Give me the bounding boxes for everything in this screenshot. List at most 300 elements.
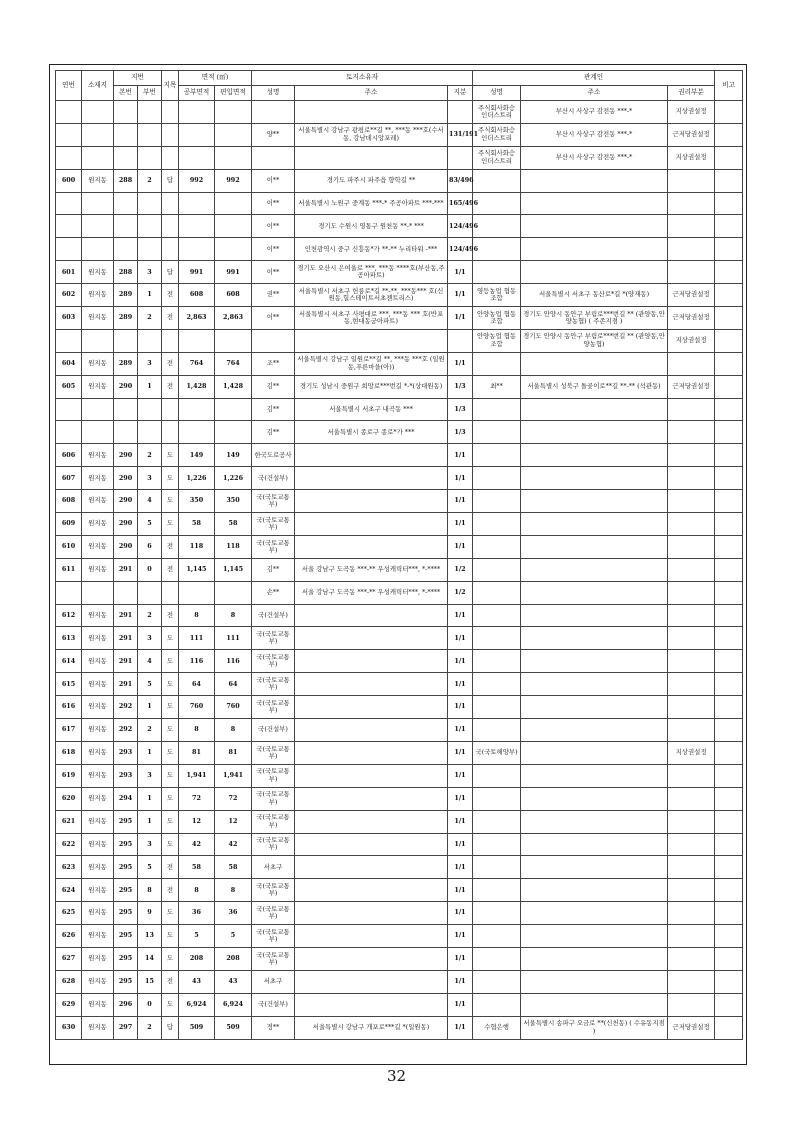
table-row	[56, 329, 743, 352]
table-row	[56, 101, 743, 124]
cell-lot-sub	[138, 329, 162, 352]
cell-owner-name: 국(국토교통부)	[252, 833, 295, 856]
cell-location	[82, 238, 114, 261]
cell-rel-address	[521, 764, 668, 787]
cell-land-type	[162, 398, 179, 421]
cell-rel-address	[521, 856, 668, 879]
cell-lot-main	[114, 123, 138, 146]
cell-land-type	[162, 101, 179, 124]
cell-share: 165/496	[448, 192, 473, 215]
cell-lot-main	[114, 329, 138, 352]
cell-owner-address	[295, 146, 448, 169]
cell-seq	[56, 238, 82, 261]
cell-rel-rights	[668, 581, 715, 604]
cell-remarks	[715, 513, 743, 536]
cell-lot-main: 290	[114, 535, 138, 558]
cell-owner-name: 김**	[252, 398, 295, 421]
cell-lot-sub: 3	[138, 764, 162, 787]
cell-rel-rights: 근저당권설정	[668, 1016, 715, 1039]
cell-lot-sub: 4	[138, 650, 162, 673]
cell-owner-name: 국(국토교통부)	[252, 741, 295, 764]
cell-rel-name	[473, 513, 521, 536]
cell-seq: 614	[56, 650, 82, 673]
cell-lot-sub: 1	[138, 696, 162, 719]
cell-remarks	[715, 696, 743, 719]
cell-location: 원지동	[82, 833, 114, 856]
cell-land-type: 도	[162, 467, 179, 490]
cell-location: 원지동	[82, 284, 114, 307]
cell-area-included: 111	[215, 627, 252, 650]
cell-remarks	[715, 490, 743, 513]
cell-rel-address	[521, 833, 668, 856]
cell-seq: 603	[56, 307, 82, 330]
table-row	[56, 558, 743, 581]
cell-remarks	[715, 352, 743, 375]
cell-rel-rights	[668, 604, 715, 627]
cell-rel-name	[473, 650, 521, 673]
header-share: 지분	[448, 86, 473, 101]
cell-area-included: 5	[215, 925, 252, 948]
cell-lot-sub	[138, 101, 162, 124]
cell-rel-address	[521, 970, 668, 993]
cell-lot-sub: 2	[138, 1016, 162, 1039]
cell-rel-rights: 지상권설정	[668, 741, 715, 764]
table-row	[56, 513, 743, 536]
table-row	[56, 123, 743, 146]
cell-share: 124/496	[448, 238, 473, 261]
cell-location: 원지동	[82, 947, 114, 970]
cell-lot-main: 295	[114, 810, 138, 833]
cell-lot-main: 296	[114, 993, 138, 1016]
cell-lot-sub: 1	[138, 284, 162, 307]
cell-lot-main: 293	[114, 741, 138, 764]
cell-lot-main	[114, 215, 138, 238]
cell-area-official: 991	[179, 261, 215, 284]
cell-seq	[56, 146, 82, 169]
cell-rel-address	[521, 627, 668, 650]
cell-lot-main: 289	[114, 352, 138, 375]
cell-area-included	[215, 101, 252, 124]
cell-share: 1/3	[448, 375, 473, 398]
cell-owner-address: 경기도 오산시 은여울로 ***, ***동 ****호(부산동,주공아파트)	[295, 261, 448, 284]
cell-owner-address	[295, 741, 448, 764]
cell-owner-name: 한국도로공사	[252, 444, 295, 467]
cell-rel-name	[473, 467, 521, 490]
cell-area-included: 58	[215, 513, 252, 536]
cell-rel-rights	[668, 787, 715, 810]
cell-owner-address	[295, 513, 448, 536]
header-area-official: 공부면적	[179, 86, 215, 101]
cell-lot-main	[114, 192, 138, 215]
cell-lot-main	[114, 421, 138, 444]
cell-rel-address	[521, 215, 668, 238]
cell-owner-address	[295, 879, 448, 902]
cell-remarks	[715, 719, 743, 742]
cell-rel-rights	[668, 467, 715, 490]
cell-rel-name	[473, 787, 521, 810]
cell-remarks	[715, 123, 743, 146]
cell-area-included	[215, 123, 252, 146]
cell-location: 원지동	[82, 261, 114, 284]
cell-seq: 610	[56, 535, 82, 558]
cell-location: 원지동	[82, 604, 114, 627]
cell-remarks	[715, 375, 743, 398]
cell-land-type: 도	[162, 490, 179, 513]
cell-area-included: 208	[215, 947, 252, 970]
cell-location: 원지동	[82, 696, 114, 719]
cell-lot-sub	[138, 581, 162, 604]
cell-seq	[56, 329, 82, 352]
cell-seq: 616	[56, 696, 82, 719]
page-number: 32	[386, 1067, 407, 1085]
cell-share: 1/1	[448, 650, 473, 673]
cell-owner-address: 서울특별시 서초구 사평대로 ***, ***동 *** 호(반포동,현대동궁아파트)	[295, 307, 448, 330]
table-row	[56, 627, 743, 650]
cell-share: 1/2	[448, 581, 473, 604]
cell-location: 원지동	[82, 169, 114, 192]
cell-remarks	[715, 467, 743, 490]
cell-rel-name	[473, 192, 521, 215]
cell-remarks	[715, 307, 743, 330]
cell-lot-main	[114, 581, 138, 604]
cell-area-included: 116	[215, 650, 252, 673]
cell-owner-address	[295, 970, 448, 993]
cell-lot-sub: 9	[138, 902, 162, 925]
cell-rel-address: 부산시 사상구 감전동 ***-*	[521, 123, 668, 146]
cell-owner-name: 김**	[252, 558, 295, 581]
cell-area-official: 1,428	[179, 375, 215, 398]
cell-lot-main: 293	[114, 764, 138, 787]
cell-rel-name	[473, 238, 521, 261]
cell-area-included: 8	[215, 604, 252, 627]
cell-seq: 619	[56, 764, 82, 787]
cell-lot-sub: 4	[138, 490, 162, 513]
cell-rel-rights: 지상권설정	[668, 146, 715, 169]
cell-remarks	[715, 398, 743, 421]
cell-seq	[56, 398, 82, 421]
table-row	[56, 352, 743, 375]
cell-land-type: 전	[162, 352, 179, 375]
cell-seq: 625	[56, 902, 82, 925]
cell-owner-name: 국(국토교통부)	[252, 490, 295, 513]
cell-remarks	[715, 192, 743, 215]
cell-rel-rights	[668, 261, 715, 284]
table-row	[56, 1016, 743, 1039]
cell-lot-sub	[138, 215, 162, 238]
cell-owner-name: 국(건설부)	[252, 467, 295, 490]
cell-location: 원지동	[82, 627, 114, 650]
cell-location: 원지동	[82, 650, 114, 673]
cell-owner-name	[252, 146, 295, 169]
cell-area-included	[215, 192, 252, 215]
cell-share: 1/1	[448, 444, 473, 467]
cell-share: 1/1	[448, 627, 473, 650]
cell-rel-name	[473, 627, 521, 650]
cell-remarks	[715, 238, 743, 261]
cell-area-included	[215, 329, 252, 352]
cell-rel-address: 경기도 안양시 동안구 부림로***번길 ** (관양동,안양농협)	[521, 329, 668, 352]
table-row	[56, 719, 743, 742]
cell-area-official: 1,145	[179, 558, 215, 581]
cell-area-official: 1,941	[179, 764, 215, 787]
cell-area-official: 1,226	[179, 467, 215, 490]
cell-rel-rights	[668, 925, 715, 948]
cell-lot-main: 291	[114, 650, 138, 673]
cell-remarks	[715, 535, 743, 558]
cell-area-official	[179, 398, 215, 421]
cell-lot-main: 288	[114, 169, 138, 192]
cell-rel-rights	[668, 719, 715, 742]
cell-area-included: 509	[215, 1016, 252, 1039]
cell-area-official	[179, 146, 215, 169]
cell-location: 원지동	[82, 856, 114, 879]
cell-location	[82, 146, 114, 169]
cell-lot-sub: 3	[138, 352, 162, 375]
cell-rel-name	[473, 970, 521, 993]
cell-seq: 601	[56, 261, 82, 284]
cell-rel-address	[521, 741, 668, 764]
cell-lot-sub: 13	[138, 925, 162, 948]
table-row	[56, 970, 743, 993]
cell-area-official: 58	[179, 856, 215, 879]
cell-area-official	[179, 123, 215, 146]
cell-land-type: 답	[162, 169, 179, 192]
cell-lot-sub	[138, 146, 162, 169]
cell-lot-main: 291	[114, 558, 138, 581]
table-row	[56, 490, 743, 513]
cell-lot-main: 290	[114, 513, 138, 536]
cell-share: 1/1	[448, 741, 473, 764]
header-seq: 연번	[56, 71, 82, 101]
cell-seq: 624	[56, 879, 82, 902]
cell-area-included: 1,226	[215, 467, 252, 490]
cell-owner-address	[295, 947, 448, 970]
cell-lot-main: 289	[114, 284, 138, 307]
cell-rel-name	[473, 444, 521, 467]
cell-area-official: 36	[179, 902, 215, 925]
cell-share: 1/1	[448, 604, 473, 627]
cell-owner-name: 이**	[252, 238, 295, 261]
cell-area-official: 72	[179, 787, 215, 810]
cell-rel-rights	[668, 444, 715, 467]
cell-owner-address	[295, 719, 448, 742]
cell-owner-address: 서울특별시 서초구 헌릉로*길 **-**, ***동*** 호(신원동,힐스테이트서초젠트리스)	[295, 284, 448, 307]
cell-lot-sub: 2	[138, 307, 162, 330]
cell-share: 1/2	[448, 558, 473, 581]
cell-lot-sub: 3	[138, 833, 162, 856]
cell-area-official: 608	[179, 284, 215, 307]
cell-area-official: 8	[179, 604, 215, 627]
cell-owner-name: 김**	[252, 375, 295, 398]
cell-area-included: 1,428	[215, 375, 252, 398]
cell-area-included: 764	[215, 352, 252, 375]
cell-land-type	[162, 146, 179, 169]
cell-owner-address: 서울특별시 노원구 중계동 ***-* 주공아파트 ***-***	[295, 192, 448, 215]
cell-owner-name: 국(국토교통부)	[252, 787, 295, 810]
cell-rel-name	[473, 696, 521, 719]
cell-rel-name	[473, 581, 521, 604]
cell-remarks	[715, 970, 743, 993]
cell-share: 1/1	[448, 696, 473, 719]
cell-lot-main	[114, 238, 138, 261]
cell-owner-address: 서울특별시 강남구 광평로**길 **, ***동 ***호(수서동, 강남데시앙포레)	[295, 123, 448, 146]
cell-land-type: 전	[162, 375, 179, 398]
cell-rel-rights	[668, 627, 715, 650]
cell-rel-name	[473, 215, 521, 238]
cell-share: 1/1	[448, 925, 473, 948]
cell-rel-rights	[668, 673, 715, 696]
table-row	[56, 192, 743, 215]
cell-rel-name	[473, 261, 521, 284]
cell-rel-name	[473, 673, 521, 696]
cell-owner-name: 국(국토교통부)	[252, 535, 295, 558]
cell-lot-main: 297	[114, 1016, 138, 1039]
cell-land-type: 전	[162, 535, 179, 558]
cell-share: 1/1	[448, 810, 473, 833]
cell-owner-address	[295, 764, 448, 787]
header-rel-name: 성명	[473, 86, 521, 101]
cell-rel-name	[473, 879, 521, 902]
cell-area-included: 760	[215, 696, 252, 719]
cell-area-included: 6,924	[215, 993, 252, 1016]
cell-area-included: 118	[215, 535, 252, 558]
cell-rel-address	[521, 261, 668, 284]
table-row	[56, 741, 743, 764]
cell-area-official: 509	[179, 1016, 215, 1039]
cell-lot-main: 291	[114, 673, 138, 696]
cell-rel-rights	[668, 696, 715, 719]
cell-land-type	[162, 215, 179, 238]
table-row	[56, 581, 743, 604]
cell-rel-address	[521, 696, 668, 719]
cell-rel-address: 부산시 사상구 감전동 ***-*	[521, 101, 668, 124]
cell-location: 원지동	[82, 925, 114, 948]
cell-share: 1/1	[448, 787, 473, 810]
cell-land-type: 전	[162, 558, 179, 581]
cell-location: 원지동	[82, 993, 114, 1016]
cell-land-type: 전	[162, 284, 179, 307]
cell-owner-name: 이**	[252, 215, 295, 238]
cell-location: 원지동	[82, 467, 114, 490]
cell-owner-address: 경기도 성남시 중원구 희망로***번길 *-*(상대원동)	[295, 375, 448, 398]
cell-land-type: 도	[162, 650, 179, 673]
cell-seq	[56, 192, 82, 215]
cell-lot-main: 295	[114, 833, 138, 856]
cell-lot-sub: 5	[138, 856, 162, 879]
cell-share: 1/1	[448, 284, 473, 307]
cell-rel-address	[521, 535, 668, 558]
cell-area-included: 992	[215, 169, 252, 192]
cell-rel-address	[521, 902, 668, 925]
cell-owner-name: 조**	[252, 352, 295, 375]
cell-lot-sub: 15	[138, 970, 162, 993]
cell-seq: 628	[56, 970, 82, 993]
cell-share: 1/1	[448, 856, 473, 879]
cell-owner-name: 국(국토교통부)	[252, 947, 295, 970]
cell-rel-rights	[668, 833, 715, 856]
cell-remarks	[715, 627, 743, 650]
cell-land-type: 도	[162, 741, 179, 764]
cell-rel-address	[521, 169, 668, 192]
cell-owner-name: 이**	[252, 307, 295, 330]
table-row	[56, 925, 743, 948]
cell-area-included: 58	[215, 856, 252, 879]
cell-area-official: 350	[179, 490, 215, 513]
cell-area-included: 350	[215, 490, 252, 513]
cell-land-type: 도	[162, 993, 179, 1016]
cell-owner-name: 이**	[252, 192, 295, 215]
cell-rel-name	[473, 856, 521, 879]
cell-area-included	[215, 581, 252, 604]
cell-area-official: 64	[179, 673, 215, 696]
table-row	[56, 833, 743, 856]
table-row	[56, 284, 743, 307]
cell-rel-rights	[668, 192, 715, 215]
cell-owner-address: 서울특별시 강남구 개포로***길 *(일원동)	[295, 1016, 448, 1039]
cell-rel-rights	[668, 764, 715, 787]
cell-area-official: 2,863	[179, 307, 215, 330]
cell-area-included: 608	[215, 284, 252, 307]
cell-lot-main: 288	[114, 261, 138, 284]
cell-share: 1/1	[448, 535, 473, 558]
cell-owner-address	[295, 902, 448, 925]
cell-seq: 600	[56, 169, 82, 192]
cell-location: 원지동	[82, 787, 114, 810]
cell-seq: 605	[56, 375, 82, 398]
cell-rel-name: 주식회사화승 인더스트리	[473, 123, 521, 146]
table-row	[56, 261, 743, 284]
cell-owner-name	[252, 329, 295, 352]
cell-area-included: 36	[215, 902, 252, 925]
cell-lot-main: 294	[114, 787, 138, 810]
cell-seq: 630	[56, 1016, 82, 1039]
cell-area-official	[179, 215, 215, 238]
cell-rel-rights: 근저당권설정	[668, 375, 715, 398]
cell-location: 원지동	[82, 535, 114, 558]
cell-owner-address	[295, 627, 448, 650]
cell-lot-sub: 14	[138, 947, 162, 970]
cell-area-official: 992	[179, 169, 215, 192]
cell-lot-main: 291	[114, 627, 138, 650]
cell-seq: 615	[56, 673, 82, 696]
cell-location	[82, 215, 114, 238]
cell-lot-sub: 8	[138, 879, 162, 902]
cell-rel-address	[521, 490, 668, 513]
cell-lot-main	[114, 146, 138, 169]
land-ownership-table	[55, 70, 743, 1040]
cell-rel-name	[473, 719, 521, 742]
table-row	[56, 787, 743, 810]
header-rel-rights: 권리부분	[668, 86, 715, 101]
cell-location: 원지동	[82, 810, 114, 833]
cell-location: 원지동	[82, 719, 114, 742]
cell-area-official	[179, 101, 215, 124]
cell-owner-address	[295, 673, 448, 696]
cell-rel-name: 안양농업 협동조합	[473, 307, 521, 330]
cell-location	[82, 101, 114, 124]
cell-owner-name: 정**	[252, 1016, 295, 1039]
table-row	[56, 696, 743, 719]
cell-share	[448, 101, 473, 124]
header-remarks: 비고	[715, 71, 743, 101]
cell-land-type: 전	[162, 604, 179, 627]
cell-rel-rights	[668, 650, 715, 673]
cell-lot-main: 295	[114, 879, 138, 902]
cell-remarks	[715, 925, 743, 948]
table-row	[56, 375, 743, 398]
cell-rel-address	[521, 421, 668, 444]
cell-area-official: 149	[179, 444, 215, 467]
